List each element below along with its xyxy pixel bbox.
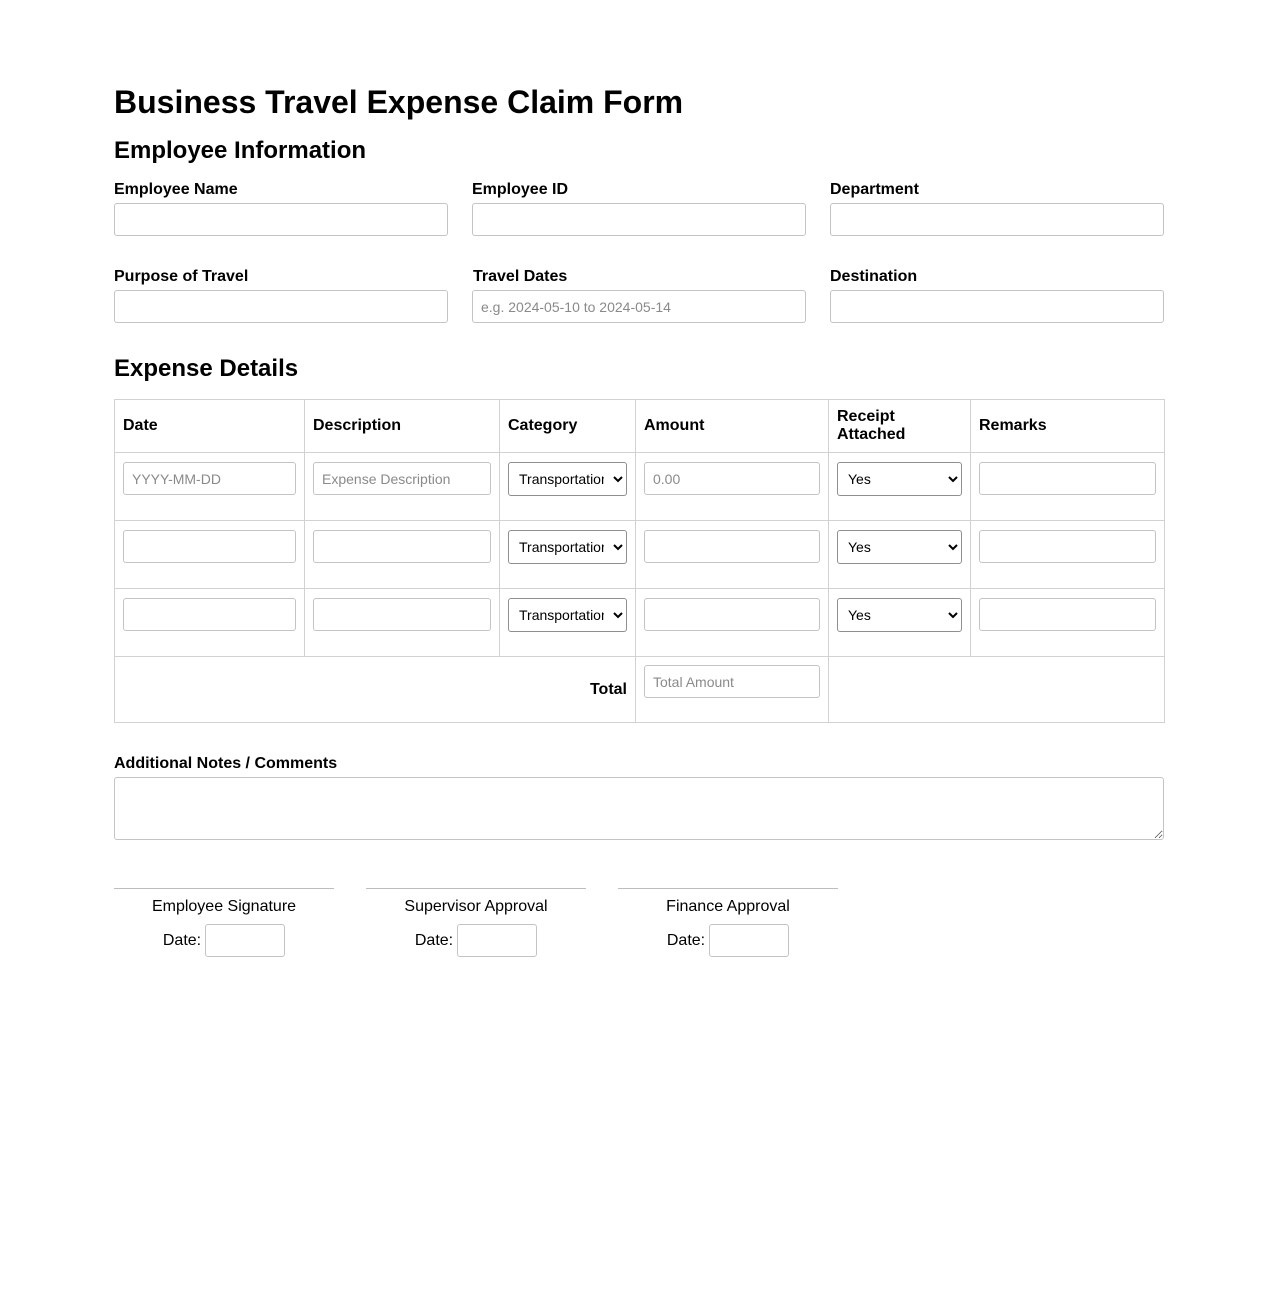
expense-amount-input[interactable] (644, 530, 820, 563)
column-header-category: Category (500, 400, 636, 453)
expense-description-input[interactable] (313, 462, 491, 495)
expense-details-heading: Expense Details (114, 355, 299, 382)
column-header-remarks: Remarks (971, 400, 1165, 453)
expense-table-header (115, 400, 1165, 453)
expense-description-input[interactable] (313, 530, 491, 563)
employee-id-input[interactable] (472, 203, 806, 236)
employee-name-input[interactable] (114, 203, 448, 236)
table-row (115, 589, 1165, 657)
expense-category-select[interactable] (508, 462, 627, 496)
signature-date-label: Date: (162, 931, 202, 949)
purpose-input[interactable] (114, 290, 448, 323)
finance-approval-block (618, 888, 838, 957)
employee-signature-label: Employee Signature (151, 898, 297, 915)
employee-name-label: Employee Name (114, 181, 238, 198)
expense-category-select[interactable] (508, 598, 627, 632)
finance-approval-label: Finance Approval (666, 898, 790, 915)
expense-table (114, 399, 1165, 723)
receipt-attached-select[interactable] (837, 462, 962, 496)
signature-date-label: Date: (414, 931, 454, 949)
total-label: Total (589, 680, 627, 698)
signature-line[interactable] (618, 888, 838, 889)
table-row (115, 453, 1165, 521)
notes-label: Additional Notes / Comments (114, 755, 338, 772)
department-label: Department (830, 181, 919, 198)
expense-remarks-input[interactable] (979, 598, 1156, 631)
receipt-attached-select[interactable] (837, 598, 962, 632)
department-input[interactable] (830, 203, 1164, 236)
employee-signature-date-input[interactable] (205, 924, 285, 957)
travel-dates-input[interactable] (472, 290, 806, 323)
table-row (115, 521, 1165, 589)
purpose-label: Purpose of Travel (114, 268, 249, 285)
column-header-description: Description (305, 400, 500, 453)
expense-category-select[interactable] (508, 530, 627, 564)
travel-dates-label: Travel Dates (473, 268, 568, 285)
expense-date-input[interactable] (123, 462, 296, 495)
destination-label: Destination (830, 268, 918, 285)
total-amount-input[interactable] (644, 665, 820, 698)
expense-remarks-input[interactable] (979, 530, 1156, 563)
signature-date-label: Date: (666, 931, 706, 949)
employee-id-label: Employee ID (472, 181, 569, 198)
signature-line[interactable] (366, 888, 586, 889)
total-row (115, 657, 1165, 723)
column-header-receipt: Receipt Attached (829, 400, 971, 453)
expense-amount-input[interactable] (644, 598, 820, 631)
expense-amount-input[interactable] (644, 462, 820, 495)
receipt-attached-select[interactable] (837, 530, 962, 564)
page-title: Business Travel Expense Claim Form (114, 84, 684, 120)
notes-textarea[interactable] (114, 777, 1164, 840)
column-header-date: Date (115, 400, 305, 453)
supervisor-approval-block (366, 888, 586, 957)
finance-approval-date-input[interactable] (709, 924, 789, 957)
expense-description-input[interactable] (313, 598, 491, 631)
destination-input[interactable] (830, 290, 1164, 323)
expense-date-input[interactable] (123, 530, 296, 563)
expense-table-container (114, 399, 1164, 723)
employee-info-heading: Employee Information (114, 137, 367, 164)
employee-signature-block (114, 888, 334, 957)
supervisor-approval-label: Supervisor Approval (404, 898, 548, 915)
signature-line[interactable] (114, 888, 334, 889)
expense-date-input[interactable] (123, 598, 296, 631)
supervisor-approval-date-input[interactable] (457, 924, 537, 957)
expense-remarks-input[interactable] (979, 462, 1156, 495)
column-header-amount: Amount (636, 400, 829, 453)
